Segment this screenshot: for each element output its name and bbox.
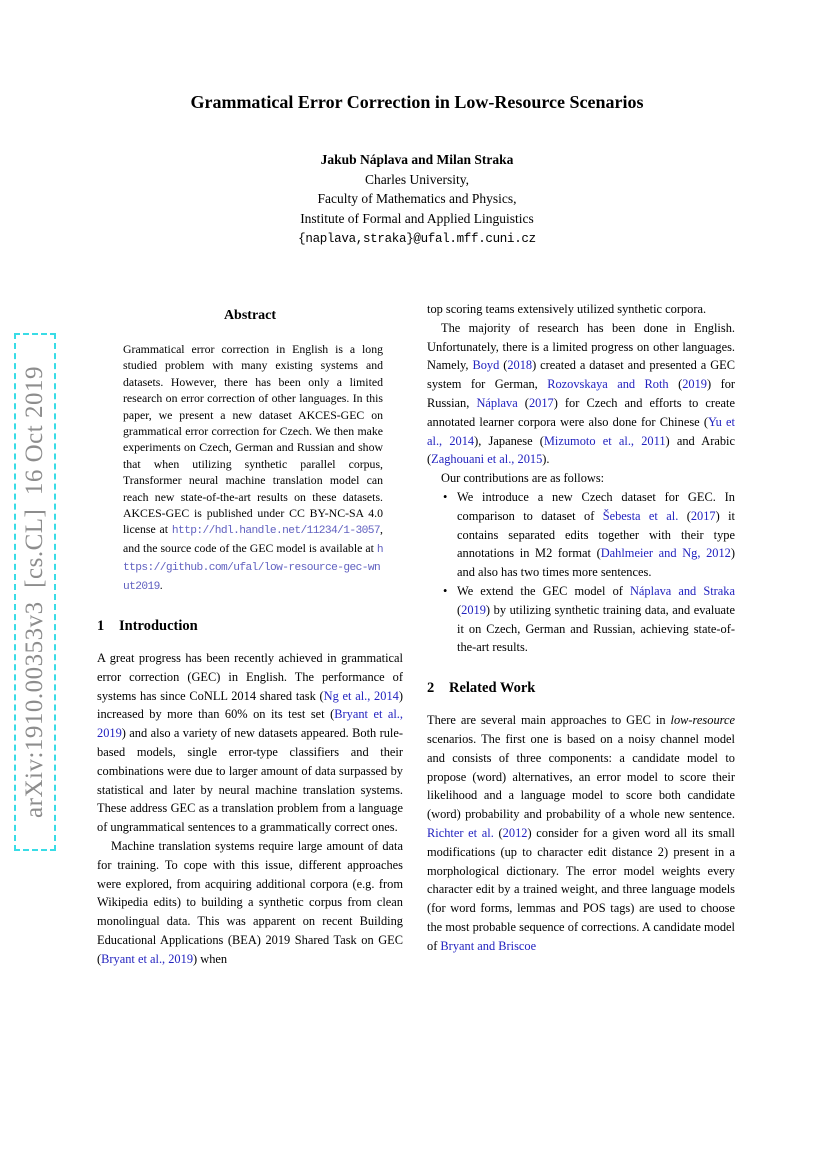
citation-link[interactable]: 2017 bbox=[690, 508, 716, 523]
authors-line: Jakub Náplava and Milan Straka bbox=[320, 152, 514, 167]
body-text: Machine translation systems require large amount of data for training. To cope with this issue, different approaches were explored, from acquiring additional corpora (e.g. from Wikipedia edits) to building a synthetic corpus from clean monolingual data. This was apparent on recent Building Educational Applications (BEA) 2019 Shared Task on GEC ( bbox=[97, 839, 403, 966]
bullet-item bbox=[427, 582, 735, 657]
body-text: Our contributions are as follows: bbox=[441, 471, 605, 486]
body-text: There are several main approaches to GEC in bbox=[427, 713, 671, 728]
body-text: ) and also a variety of new datasets appeared. Both rule-based models, single error-type classifiers and their combinations were due to larger amount of data surpassed by statistical and later by neural machine translation systems. These address GEC as a translation problem from a language of ungrammatical sentences to a grammatically correct ones. bbox=[97, 726, 403, 835]
body-text: The majority of research has been done in English. Unfortunately, there is a limited progress on other languages. Namely, bbox=[427, 320, 735, 373]
bullet-icon: • bbox=[443, 583, 448, 598]
citation-link[interactable]: Dahlmeier and Ng, 2012 bbox=[600, 546, 731, 561]
citation-link[interactable]: Richter et al. bbox=[427, 825, 494, 840]
emphasis-text: low-resource bbox=[670, 713, 735, 728]
bullet-text bbox=[457, 584, 735, 654]
citation-link[interactable]: Náplava and Straka bbox=[629, 583, 735, 598]
body-text: ) for Russian, bbox=[427, 377, 736, 410]
paragraph bbox=[427, 469, 735, 488]
url-link[interactable]: http://hdl.handle.net/11234/1-3057 bbox=[171, 525, 381, 538]
body-text: ) and also has two times more sentences. bbox=[457, 546, 735, 580]
paper-title: Grammatical Error Correction in Low-Resource Scenarios bbox=[190, 92, 644, 112]
bullet-text bbox=[457, 490, 735, 579]
paragraph bbox=[97, 837, 403, 969]
affiliation-line-2: Faculty of Mathematics and Physics, bbox=[317, 191, 517, 206]
body-text: ). bbox=[542, 452, 550, 467]
paper-header bbox=[20, 0, 814, 246]
citation-link[interactable]: Bryant and Briscoe bbox=[440, 938, 537, 953]
body-text: ), Japanese ( bbox=[474, 433, 544, 448]
body-text: Grammatical error correction in English is a long studied problem with many existing systems and datasets. However, there has been only a limited research on error correction of other languages. In this paper, we present a new dataset AKCES-GEC on grammatical error correction for Czech. We then make experiments on Czech, German and Russian and show that when utilizing synthetic parallel corpus, Transformer neural machine translation model can reach new state-of-the-art results on these datasets. AKCES-GEC is published under CC BY-NC-SA 4.0 license at bbox=[123, 342, 383, 537]
arxiv-watermark-box bbox=[14, 333, 56, 851]
body-text: ) consider for a given word all its small modifications (up to character edit distance 2) present in a morphological dictionary. The error model weights every character edit by a trained weight, and three language models (for word forms, lemmas and POS tags) are used to choose the most probable sequence of corrections. A candidate model of bbox=[427, 825, 735, 953]
citation-link[interactable]: 2019 bbox=[461, 602, 486, 617]
url-link[interactable]: https://github.com/ufal/low-resource-gec-wnut2019 bbox=[123, 543, 383, 593]
body-text: We introduce a new Czech dataset for GEC. In comparison to dataset of bbox=[457, 489, 735, 523]
citation-link[interactable]: Yu et al., 2014 bbox=[427, 414, 735, 448]
citation-link[interactable]: Bryant et al., 2019 bbox=[97, 707, 404, 741]
citation-link[interactable]: Rozovskaya and Roth bbox=[547, 377, 669, 392]
left-column bbox=[97, 300, 403, 969]
arxiv-watermark-label: arXiv:1910.00353v3 [cs.CL] 16 Oct 2019 bbox=[21, 366, 48, 818]
body-text: ) created a dataset and presented a GEC system for German, bbox=[427, 358, 735, 392]
body-text: ) when bbox=[193, 951, 228, 966]
body-text: We extend the GEC model of bbox=[457, 583, 630, 598]
body-text: ( bbox=[517, 395, 529, 410]
body-text: A great progress has been recently achieved in grammatical error correction (GEC) in English. The performance of systems has since CoNLL 2014 shared task ( bbox=[97, 651, 403, 703]
section-heading bbox=[427, 680, 735, 697]
body-text: top scoring teams extensively utilized synthetic corpora. bbox=[427, 302, 707, 316]
citation-link[interactable]: Šebesta et al. bbox=[602, 508, 679, 523]
section-heading bbox=[97, 618, 403, 635]
body-text: ) by utilizing synthetic training data, and evaluate it on Czech, German and Russian, achieving state-of-the-art results. bbox=[457, 602, 735, 655]
body-text: ) and Arabic ( bbox=[427, 433, 735, 467]
citation-link[interactable]: 2018 bbox=[507, 358, 533, 373]
body-text: ) it contains separated edits together with their type annotations in M2 format ( bbox=[457, 508, 736, 561]
body-text: scenarios. The first one is based on a noisy channel model and consists of three components: a candidate model to propose (word) alternatives, an error model to score their likelihood and a language model to score both candidate (word) probability and probability of a whole new sentence. bbox=[427, 731, 735, 822]
citation-link[interactable]: Ng et al., 2014 bbox=[323, 688, 399, 703]
body-text: ) increased by more than 60% on its test set ( bbox=[97, 688, 403, 722]
paragraph bbox=[123, 341, 383, 595]
body-text: ( bbox=[668, 377, 683, 392]
section-number: 2 bbox=[427, 680, 435, 697]
right-column bbox=[427, 300, 735, 956]
abstract-heading: Abstract bbox=[223, 308, 277, 323]
section-title: Related Work bbox=[449, 680, 536, 697]
citation-link[interactable]: Bryant et al., 2019 bbox=[101, 951, 194, 966]
section-title: Introduction bbox=[119, 618, 198, 635]
author-emails: {naplava,straka}@ufal.mff.cuni.cz bbox=[298, 232, 536, 246]
paragraph bbox=[97, 649, 403, 837]
citation-link[interactable]: 2012 bbox=[502, 825, 528, 840]
citation-link[interactable]: 2019 bbox=[682, 377, 707, 392]
bullet-icon: • bbox=[443, 489, 448, 504]
section-number: 1 bbox=[97, 618, 105, 635]
paragraph bbox=[427, 300, 735, 319]
body-text: ( bbox=[493, 825, 503, 840]
citation-link[interactable]: Zaghouani et al., 2015 bbox=[431, 452, 543, 467]
citation-link[interactable]: Boyd bbox=[472, 358, 500, 373]
body-text: ( bbox=[457, 602, 462, 617]
body-text: ( bbox=[678, 508, 691, 523]
citation-link[interactable]: Mizumoto et al., 2011 bbox=[543, 433, 666, 448]
body-text: ) for Czech and efforts to create annotated learner corpora were also done for Chinese ( bbox=[427, 395, 735, 429]
body-text: ( bbox=[499, 358, 508, 373]
body-text: . bbox=[159, 577, 163, 592]
paragraph bbox=[427, 711, 735, 955]
body-text: , and the source code of the GEC model is available at bbox=[123, 522, 383, 555]
affiliation-line-3: Institute of Formal and Applied Linguistics bbox=[300, 210, 534, 226]
citation-link[interactable]: Náplava bbox=[476, 395, 518, 410]
citation-link[interactable]: 2017 bbox=[528, 395, 554, 410]
paragraph bbox=[427, 319, 735, 469]
bullet-item bbox=[427, 488, 735, 582]
affiliation-line-1: Charles University, bbox=[364, 171, 470, 187]
